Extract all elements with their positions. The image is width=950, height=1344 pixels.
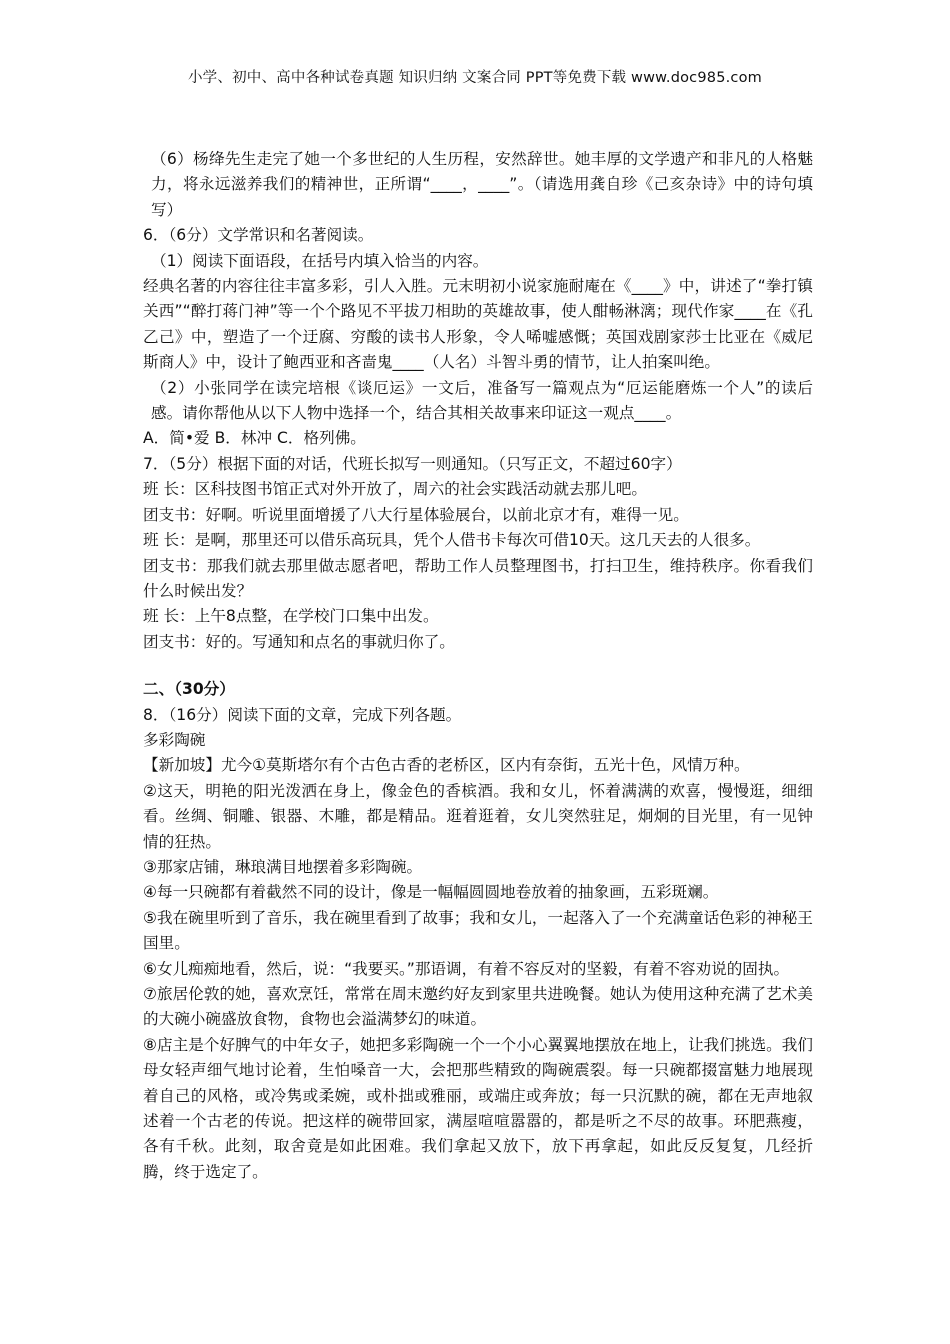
question-6-title: 6．（6分）文学常识和名著阅读。 bbox=[143, 226, 374, 245]
question-6-1: （1）阅读下面语段，在括号内填入恰当的内容。 bbox=[151, 251, 489, 270]
article-paragraph: ⑧店主是个好脾气的中年女子，她把多彩陶碗一个一个小心翼翼地摆放在地上，让我们挑选。我们母女轻声细气地讨论着，生怕嗓音一大，会把那些精致的陶碗震裂。每一只碗都掇富魅力地展现着自己的风格，或冷隽或柔婉，或朴拙或雅丽，或端庄或奔放；每一只沉默的碗，都在无声地叙述着一个古老的传说。把这样的碗带回家，满屋喧喧嚣嚣的，都是听之不尽的故事。环肥燕瘦，各有千秋。此刻，取舍竟是如此困难。我们拿起又放下，放下再拿起，如此反反复复，几经折腾，终于选定了。 bbox=[143, 1035, 813, 1181]
question-5-6: （6）杨绛先生走完了她一个多世纪的人生历程，安然辞世。她丰厚的文学遗产和非凡的人格魅力，将永远滋养我们的精神世，正所谓“____，____”。（请选用龚自珍《己亥杂诗》中的诗句填写） bbox=[151, 150, 813, 219]
dialogue-line: 班 长：是啊，那里还可以借乐高玩具，凭个人借书卡每次可借10天。这几天去的人很多。 bbox=[143, 531, 761, 550]
article-paragraph: ④每一只碗都有着截然不同的设计，像是一幅幅圆圆地卷放着的抽象画，五彩斑斓。 bbox=[143, 883, 719, 902]
dialogue-line: 团支书：好啊。听说里面增援了八大行星体验展台，以前北京才有，难得一见。 bbox=[143, 505, 689, 524]
document-body bbox=[143, 147, 813, 1185]
question-6-2: （2）小张同学在读完培根《谈厄运》一文后，准备写一篇观点为“厄运能磨炼一个人”的读后感。请你帮他从以下人物中选择一个，结合其相关故事来印证这一观点____。 bbox=[151, 378, 813, 423]
article-paragraph: ②这天，明艳的阳光泼洒在身上，像金色的香槟酒。我和女儿，怀着满满的欢喜，慢慢逛，细细看。丝绸、铜雕、银器、木雕，都是精品。逛着逛着，女儿突然驻足，炯炯的目光里，有一见钟情的狂热。 bbox=[143, 781, 813, 851]
question-7-title: 7．（5分）根据下面的对话，代班长拟写一则通知。（只写正文，不超过60字） bbox=[143, 454, 682, 473]
question-6-2-options: A．简•爱 B．林冲 C．格列佛。 bbox=[143, 429, 366, 448]
section-heading: 二、（30分） bbox=[143, 680, 235, 699]
question-6-1-passage: 经典名著的内容往往丰富多彩，引人入胜。元末明初小说家施耐庵在《____》中，讲述了“拳打镇关西”“醉打蒋门神”等一个个路见不平拔刀相助的英雄故事，使人酣畅淋漓；现代作家____在《孔乙己》中，塑造了一个迂腐、穷酸的读书人形象，令人唏嘘感慨；英国戏剧家莎士比亚在《威尼斯商人》中，设计了鲍西亚和吝啬鬼____（人名）斗智斗勇的情节，让人拍案叫绝。 bbox=[143, 277, 813, 372]
article-paragraph: ③那家店铺，琳琅满目地摆着多彩陶碗。 bbox=[143, 857, 423, 876]
dialogue-line: 班 长：上午8点整，在学校门口集中出发。 bbox=[143, 607, 439, 626]
article-paragraph: ⑥女儿痴痴地看，然后，说：“我要买。”那语调，有着不容反对的坚毅，有着不容劝说的固执。 bbox=[143, 959, 790, 978]
page-header: 小学、初中、高中各种试卷真题 知识归纳 文案合同 PPT等免费下载 www.doc985.com bbox=[187, 70, 763, 86]
article-paragraph: 【新加坡】尤今①莫斯塔尔有个古色古香的老桥区，区内有奈街，五光十色，风情万种。 bbox=[143, 756, 750, 775]
dialogue-line: 团支书：那我们就去那里做志愿者吧，帮助工作人员整理图书，打扫卫生，维持秩序。你看我们什么时候出发？ bbox=[143, 556, 813, 600]
article-paragraph: ⑤我在碗里听到了音乐，我在碗里看到了故事；我和女儿，一起落入了一个充满童话色彩的神秘王国里。 bbox=[143, 908, 813, 953]
article-title: 多彩陶碗 bbox=[143, 730, 206, 749]
question-8-title: 8．（16分）阅读下面的文章，完成下列各题。 bbox=[143, 705, 462, 724]
article-paragraph: ⑦旅居伦敦的她，喜欢烹饪，常常在周末邀约好友到家里共进晚餐。她认为使用这种充满了艺术美的大碗小碗盛放食物，食物也会溢满梦幻的味道。 bbox=[143, 985, 813, 1029]
dialogue-line: 团支书：好的。写通知和点名的事就归你了。 bbox=[143, 632, 455, 651]
dialogue-line: 班 长：区科技图书馆正式对外开放了，周六的社会实践活动就去那儿吧。 bbox=[143, 480, 647, 499]
